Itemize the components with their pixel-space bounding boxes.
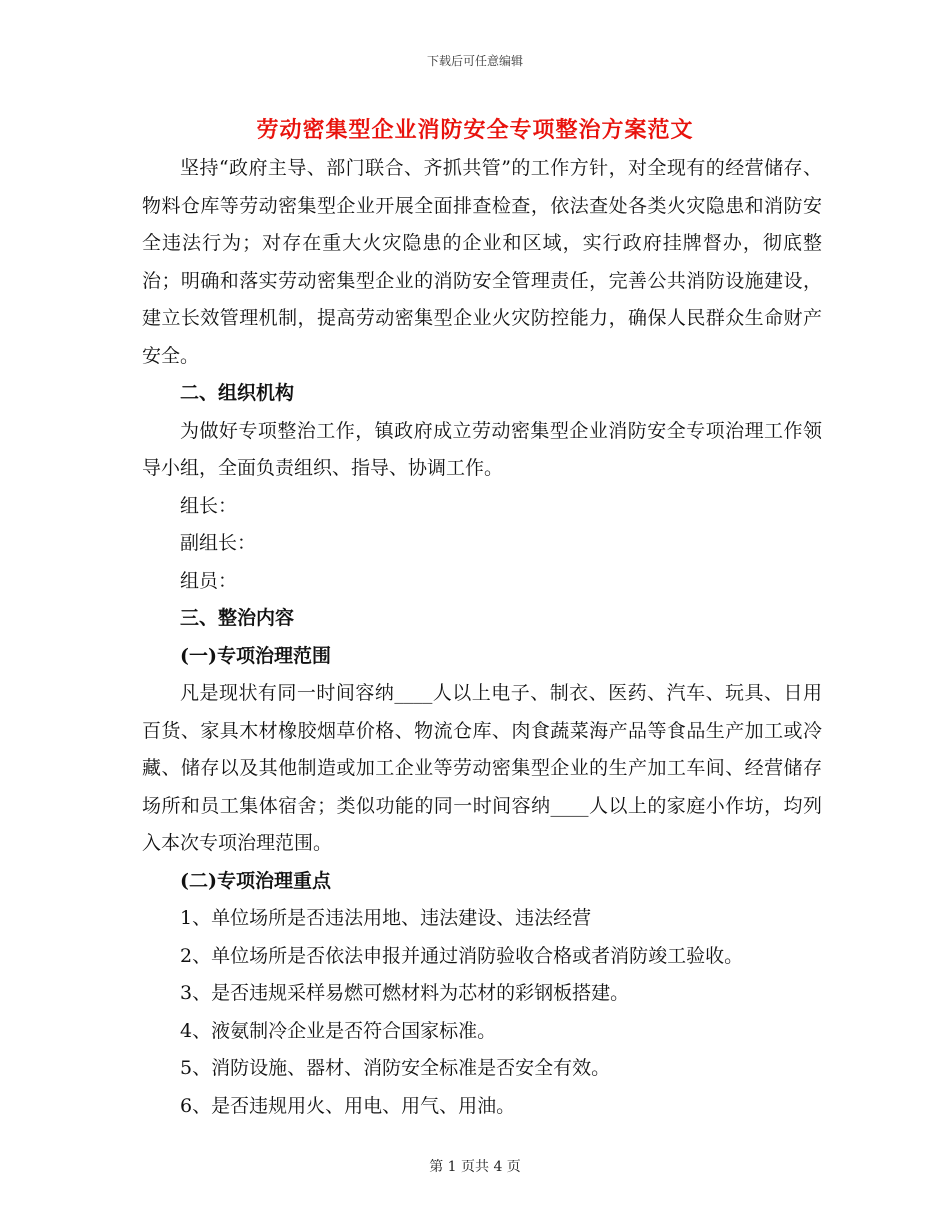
list-item: 4、液氨制冷企业是否符合国家标准。: [180, 1019, 497, 1042]
role-leader: 组长：: [180, 494, 238, 517]
list-item: 1、单位场所是否违法用地、违法建设、违法经营: [180, 907, 592, 929]
document-body: [142, 150, 822, 1125]
intro-paragraph: 坚持“政府主导、部门联合、齐抓共管”的工作方针，对全现有的经营储存、物料仓库等劳动密集型企业开展全面排查检查，依法查处各类火灾隐患和消防安全违法行为；对存在重大火灾隐患的企业和区域，实行政府挂牌督办，彻底整治；明确和落实劳动密集型企业的消防安全管理责任，完善公共消防设施建设，建立长效管理机制，提高劳动密集型企业火灾防控能力，确保人民群众生命财产安全。: [142, 157, 822, 367]
page-footer: 第 1 页共 4 页: [429, 1159, 521, 1175]
list-item: 6、是否违规用火、用电、用气、用油。: [180, 1094, 516, 1117]
organization-paragraph: 为做好专项整治工作，镇政府成立劳动密集型企业消防安全专项治理工作领导小组，全面负责组织、指导、协调工作。: [142, 419, 822, 479]
list-item: 5、消防设施、器材、消防安全标准是否安全有效。: [180, 1057, 611, 1079]
subsection-heading-scope: (一)专项治理范围: [180, 644, 331, 667]
scope-paragraph: 凡是现状有同一时间容纳____人以上电子、制衣、医药、汽车、玩具、日用百货、家具木材橡胶烟草价格、物流仓库、肉食蔬菜海产品等食品生产加工或冷藏、储存以及其他制造或加工企业等劳动密集型企业的生产加工车间、经营储存场所和员工集体宿舍；类似功能的同一时间容纳____人以上的家庭小作坊，均列入本次专项治理范围。: [142, 682, 822, 854]
document-title: 劳动密集型企业消防安全专项整治方案范文: [256, 117, 694, 143]
section-heading-content: 三、整治内容: [180, 607, 295, 629]
page-header: 下载后可任意编辑: [426, 54, 523, 68]
role-deputy-leader: 副组长：: [180, 532, 257, 554]
list-item: 3、是否违规采样易燃可燃材料为芯材的彩钢板搭建。: [180, 982, 630, 1004]
list-item: 2、单位场所是否依法申报并通过消防验收合格或者消防竣工验收。: [180, 944, 744, 967]
subsection-heading-focus: (二)专项治理重点: [180, 869, 331, 892]
section-heading-organization: 二、组织机构: [180, 382, 295, 404]
role-member: 组员：: [180, 569, 238, 592]
